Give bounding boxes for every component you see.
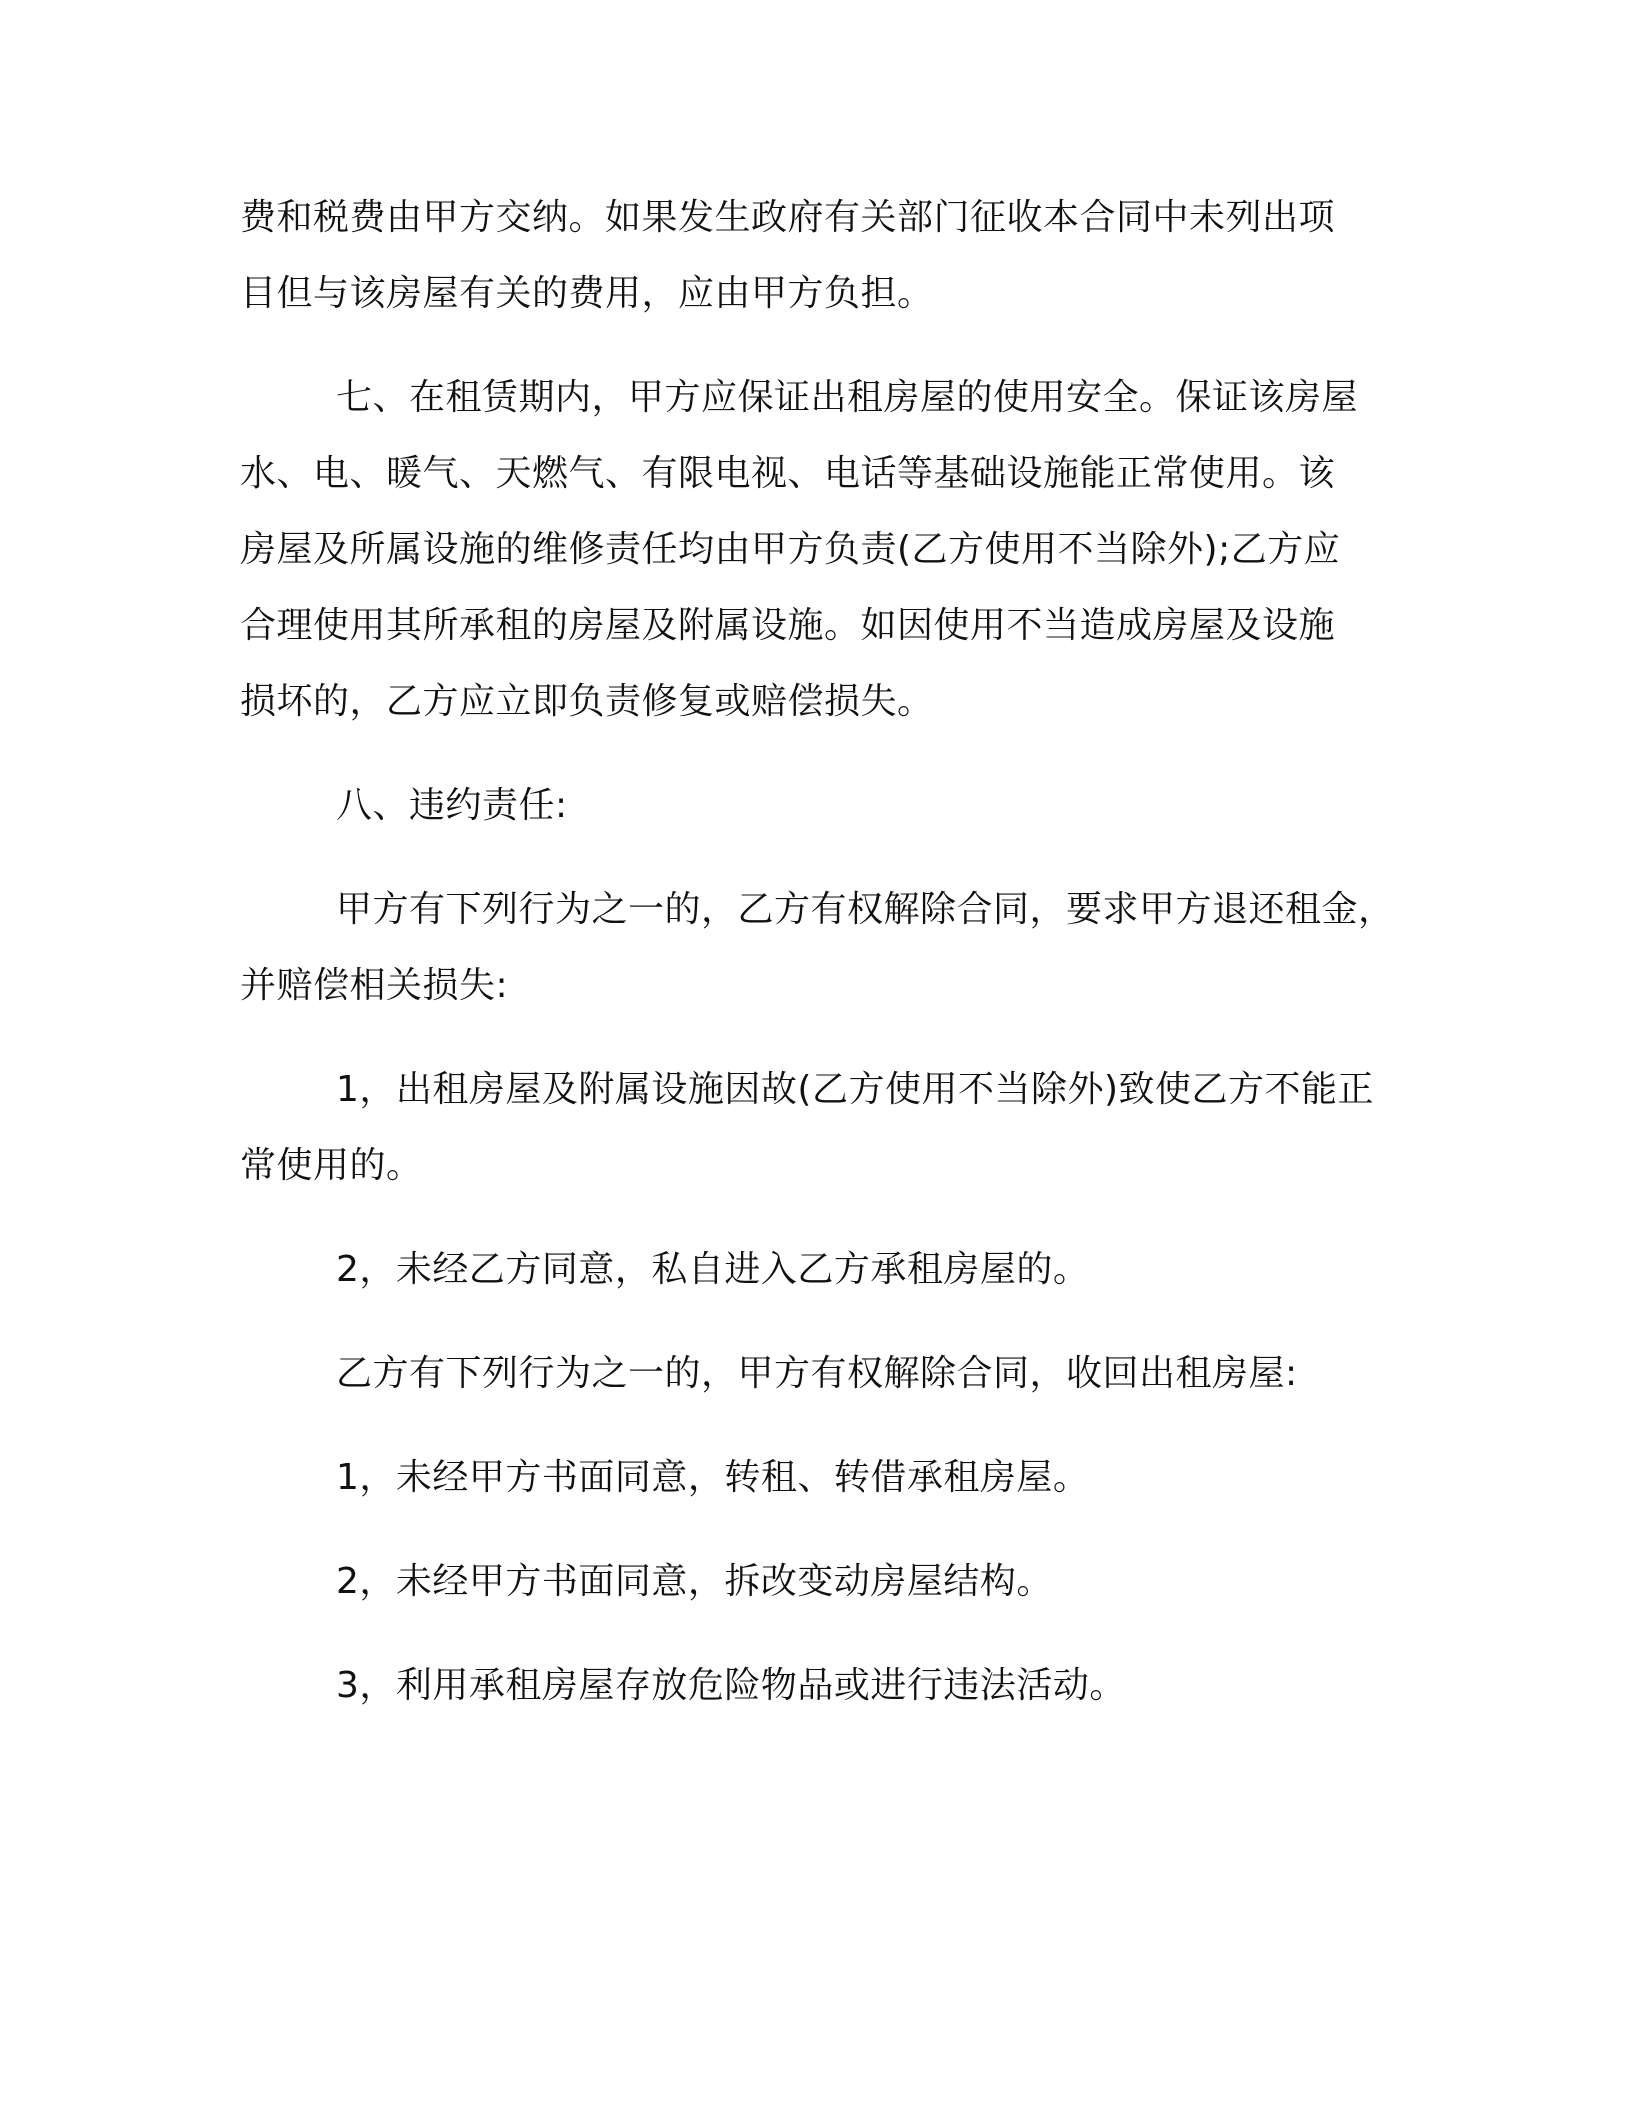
party-b-breach-item-1: 1，未经甲方书面同意，转租、转借承租房屋。 — [336, 1457, 1090, 1498]
party-b-breach-item-3: 3，利用承租房屋存放危险物品或进行违法活动。 — [336, 1665, 1126, 1706]
party-b-breach-intro: 乙方有下列行为之一的，甲方有权解除合同，收回出租房屋: — [336, 1353, 1298, 1394]
clause-7-line-5: 损坏的，乙方应立即负责修复或赔偿损失。 — [240, 681, 934, 722]
party-b-breach-item-2: 2，未经甲方书面同意，拆改变动房屋结构。 — [336, 1561, 1053, 1602]
paragraph-6-line-2: 目但与该房屋有关的费用，应由甲方负担。 — [240, 273, 934, 314]
party-a-breach-intro-line-2: 并赔偿相关损失: — [240, 965, 509, 1006]
paragraph-6-line-1: 费和税费由甲方交纳。如果发生政府有关部门征收本合同中未列出项 — [240, 197, 1336, 238]
clause-7-line-3: 房屋及所属设施的维修责任均由甲方负责(乙方使用不当除外);乙方应 — [240, 529, 1341, 570]
clause-7-line-2: 水、电、暖气、天燃气、有限电视、电话等基础设施能正常使用。该 — [240, 453, 1336, 494]
party-a-breach-item-2: 2，未经乙方同意，私自进入乙方承租房屋的。 — [336, 1249, 1090, 1290]
party-a-breach-item-1-line-1: 1，出租房屋及附属设施因故(乙方使用不当除外)致使乙方不能正 — [336, 1069, 1374, 1110]
clause-7-line-1: 七、在租赁期内，甲方应保证出租房屋的使用安全。保证该房屋 — [336, 377, 1359, 418]
clause-8-heading: 八、违约责任: — [336, 785, 568, 826]
party-a-breach-intro-line-1: 甲方有下列行为之一的，乙方有权解除合同，要求甲方退还租金， — [336, 889, 1395, 930]
party-a-breach-item-1-line-2: 常使用的。 — [240, 1145, 423, 1186]
clause-7-line-4: 合理使用其所承租的房屋及附属设施。如因使用不当造成房屋及设施 — [240, 605, 1336, 646]
